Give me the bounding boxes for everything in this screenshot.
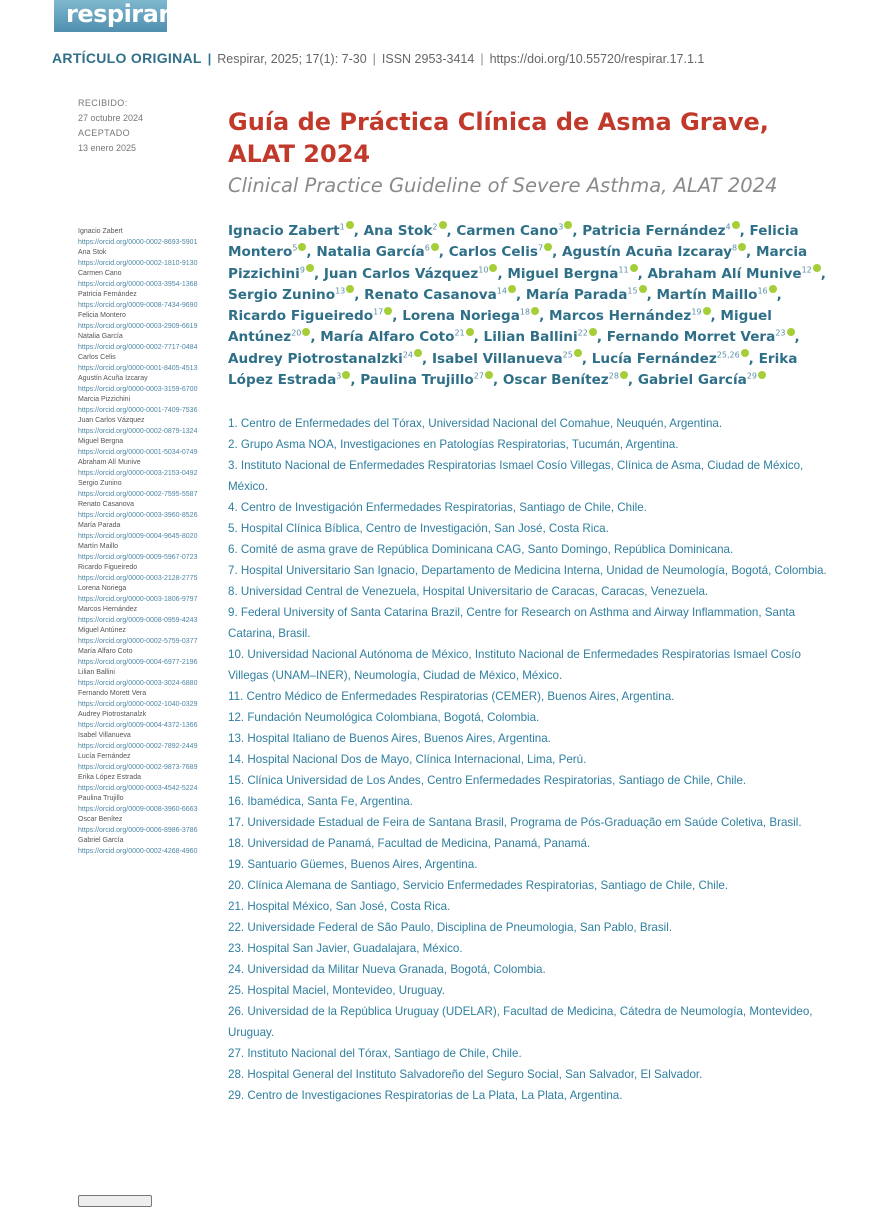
- affiliation-number: 21: [454, 328, 465, 338]
- affiliation-item: 6. Comité de asma grave de República Dominicana CAG, Santo Domingo, República Dominicana.: [228, 543, 734, 556]
- orcid-link[interactable]: https://orcid.org/0000-0002-7892-2449: [78, 742, 198, 750]
- author: [432, 351, 582, 367]
- orcid-link[interactable]: https://orcid.org/0000-0003-2153-0492: [78, 469, 198, 477]
- author-name: Lucía Fernández: [591, 350, 717, 367]
- orcid-icon[interactable]: [574, 349, 582, 357]
- orcid-author-name: Patricia Fernández: [78, 291, 137, 298]
- orcid-author-name: Lilian Ballini: [78, 669, 115, 676]
- author: [316, 244, 438, 260]
- orcid-link[interactable]: https://orcid.org/0009-0004-4372-1366: [78, 721, 198, 729]
- orcid-entry: [78, 773, 208, 794]
- orcid-author-name: Ana Stok: [78, 249, 107, 256]
- orcid-link[interactable]: https://orcid.org/0000-0001-8405-4513: [78, 364, 198, 372]
- author: [364, 223, 447, 239]
- orcid-icon[interactable]: [741, 349, 749, 357]
- orcid-link[interactable]: https://orcid.org/0000-0002-8693-5901: [78, 238, 198, 246]
- orcid-icon[interactable]: [489, 264, 497, 272]
- orcid-author-name: Felicia Montero: [78, 312, 126, 319]
- orcid-author-name: Isabel Villanueva: [78, 732, 131, 739]
- author-name: Felicia Montero: [228, 223, 799, 261]
- orcid-icon[interactable]: [544, 243, 552, 251]
- affiliation-item: 11. Centro Médico de Enfermedades Respiratorias (CEMER), Buenos Aires, Argentina.: [228, 690, 675, 703]
- orcid-entry: [78, 248, 208, 269]
- affiliation-number: 17: [373, 307, 384, 317]
- accepted-label: ACEPTADO: [78, 128, 131, 138]
- affiliation-number: 28: [608, 371, 619, 381]
- author: [456, 223, 572, 239]
- orcid-entry: [78, 563, 208, 584]
- affiliation-item: 22. Universidade Federal de São Paulo, Disciplina de Pneumologia, San Pablo, Brasil.: [228, 921, 673, 934]
- affiliation-item: 13. Hospital Italiano de Buenos Aires, Buenos Aires, Argentina.: [228, 732, 551, 745]
- affiliation-item: 15. Clínica Universidad de Los Andes, Centro Enfermedades Respiratorias, Santiago de Chile, Chile.: [228, 774, 747, 787]
- author-name: Lorena Noriega: [402, 308, 520, 325]
- orcid-entry: [78, 794, 208, 815]
- orcid-entry: [78, 584, 208, 605]
- orcid-icon[interactable]: [630, 264, 638, 272]
- orcid-icon[interactable]: [738, 243, 746, 251]
- orcid-link[interactable]: https://orcid.org/0000-0002-9873-7689: [78, 763, 198, 771]
- author-name: Lilian Ballini: [483, 329, 578, 346]
- affiliation-item: 29. Centro de Investigaciones Respiratorias de La Plata, La Plata, Argentina.: [228, 1089, 623, 1102]
- author: [364, 287, 516, 303]
- orcid-entry: [78, 437, 208, 458]
- author: [228, 351, 422, 367]
- author-name: Ana Stok: [363, 223, 433, 239]
- affiliation-number: 29: [746, 371, 757, 381]
- author: [562, 244, 746, 260]
- orcid-sidebar: [78, 227, 208, 857]
- orcid-icon[interactable]: [485, 371, 493, 379]
- affiliation-item: 4. Centro de Investigación Enfermedades Respiratorias, Santiago de Chile, Chile.: [228, 501, 647, 514]
- author-name: Marcos Hernández: [549, 308, 692, 325]
- orcid-entry: [78, 605, 208, 626]
- affiliation-number: 8: [731, 243, 738, 253]
- orcid-link[interactable]: https://orcid.org/0000-0003-4542-5224: [78, 784, 198, 792]
- author-name: Carmen Cano: [456, 223, 559, 239]
- orcid-author-name: Marcos Hernández: [78, 606, 138, 613]
- orcid-entry: [78, 395, 208, 416]
- orcid-author-name: Oscar Benítez: [78, 816, 123, 823]
- header-separator: |: [480, 52, 484, 66]
- orcid-entry: [78, 521, 208, 542]
- orcid-entry: [78, 353, 208, 374]
- author: [592, 351, 749, 367]
- affiliation-item: 23. Hospital San Javier, Guadalajara, México.: [228, 942, 463, 955]
- orcid-entry: [78, 311, 208, 332]
- orcid-author-name: Miguel Bergna: [78, 438, 124, 445]
- orcid-link[interactable]: https://orcid.org/0000-0003-3960-8526: [78, 511, 198, 519]
- author: [549, 308, 711, 324]
- affiliation-number: 7: [537, 243, 544, 253]
- orcid-link[interactable]: https://orcid.org/0000-0003-3954-1368: [78, 280, 198, 288]
- orcid-entry: [78, 332, 208, 353]
- author-name: Marcia Pizzichini: [228, 244, 808, 282]
- orcid-link[interactable]: https://orcid.org/0000-0003-3024-6880: [78, 679, 198, 687]
- orcid-author-name: Paulina Trujillo: [78, 795, 124, 802]
- citation: Respirar, 2025; 17(1): 7-30: [217, 52, 367, 66]
- affiliation-number: 14: [496, 286, 507, 296]
- orcid-link[interactable]: https://orcid.org/0000-0003-1806-9797: [78, 595, 198, 603]
- orcid-icon[interactable]: [703, 307, 711, 315]
- article-header: [52, 50, 704, 66]
- affiliation-number: 4: [725, 222, 731, 232]
- affiliation-number: 18: [519, 307, 531, 317]
- orcid-entry: [78, 542, 208, 563]
- orcid-icon[interactable]: [732, 221, 740, 229]
- orcid-author-name: Marcia Pizzichini: [78, 396, 131, 403]
- orcid-icon[interactable]: [414, 349, 422, 357]
- author-name: Gabriel García: [637, 372, 747, 389]
- author-name: Oscar Benítez: [502, 372, 609, 389]
- affiliation-number: 10: [478, 265, 489, 275]
- affiliation-number: 22: [577, 328, 588, 338]
- orcid-author-name: Renato Casanova: [78, 501, 135, 508]
- orcid-entry: [78, 374, 208, 395]
- author-name: Carlos Celis: [448, 244, 538, 261]
- author-name: Miguel Antúnez: [228, 308, 772, 346]
- author: [228, 287, 354, 303]
- accepted-date: 13 enero 2025: [78, 143, 137, 153]
- author: [320, 329, 473, 345]
- orcid-icon[interactable]: [346, 285, 354, 293]
- orcid-entry: [78, 290, 208, 311]
- author-name: Paulina Trujillo: [360, 372, 474, 389]
- orcid-entry: [78, 731, 208, 752]
- affiliation-number: 12: [801, 265, 812, 275]
- orcid-link[interactable]: https://orcid.org/0000-0002-1040-0329: [78, 700, 198, 708]
- author-name: Sergio Zunino: [228, 286, 336, 303]
- affiliation-item: 2. Grupo Asma NOA, Investigaciones en Patologías Respiratorias, Tucumán, Argentina.: [228, 438, 679, 451]
- author: [507, 266, 637, 282]
- orcid-link[interactable]: https://orcid.org/0009-0008-0959-4243: [78, 616, 198, 624]
- affiliation-item: 10. Universidad Nacional Autónoma de México, Instituto Nacional de Enfermedades Respiratorias Ismael Cosío Villegas (UNAM–INER), Neumología, Ciudad de México, México.: [228, 648, 801, 682]
- orcid-link[interactable]: https://orcid.org/0000-0002-7595-5587: [78, 490, 198, 498]
- author-name: María Parada: [525, 286, 628, 303]
- orcid-entry: [78, 416, 208, 437]
- affiliation-number: 9: [299, 265, 305, 275]
- affiliation-item: 21. Hospital México, San José, Costa Rica.: [228, 900, 451, 913]
- author-name: Fernando Morret Vera: [606, 329, 776, 346]
- orcid-icon[interactable]: [298, 243, 306, 251]
- orcid-icon[interactable]: [431, 243, 439, 251]
- author-name: Martín Maillo: [656, 286, 758, 303]
- affiliation-item: 9. Federal University of Santa Catarina Brazil, Centre for Research on Asthma and Airway Inflammation, Santa Catarina, Brasil.: [228, 606, 796, 640]
- orcid-author-name: Natalia García: [78, 333, 123, 340]
- article-dates: [78, 96, 143, 156]
- orcid-link[interactable]: https://orcid.org/0000-0001-7409-7536: [78, 406, 198, 414]
- orcid-entry: [78, 752, 208, 773]
- author: [526, 287, 647, 303]
- orcid-link[interactable]: https://orcid.org/0000-0003-3159-6700: [78, 385, 198, 393]
- orcid-author-name: Carlos Celis: [78, 354, 116, 361]
- affiliation-number: 19: [691, 307, 702, 317]
- author: [648, 266, 821, 282]
- author-name: María Alfaro Coto: [320, 329, 455, 346]
- orcid-entry: [78, 479, 208, 500]
- orcid-link[interactable]: https://orcid.org/0009-0006-8986-3786: [78, 826, 198, 834]
- affiliation-number: 6: [424, 243, 430, 253]
- affiliation-number: 23: [775, 328, 786, 338]
- affiliation-item: 3. Instituto Nacional de Enfermedades Respiratorias Ismael Cosío Villegas, Clínica de Asma, Ciudad de México, México.: [228, 459, 804, 493]
- orcid-author-name: Ignacio Zabert: [78, 228, 123, 235]
- orcid-link[interactable]: https://orcid.org/0000-0002-7717-0484: [78, 343, 198, 351]
- affiliation-number: 25,26: [716, 350, 740, 360]
- orcid-author-name: María Parada: [78, 522, 121, 529]
- affiliation-item: 7. Hospital Universitario San Ignacio, Departamento de Medicina Interna, Unidad de Neumología, Bogotá, Colombia.: [228, 564, 827, 577]
- affiliation-number: 5: [292, 243, 298, 253]
- affiliation-number: 20: [291, 328, 302, 338]
- affiliation-item: 27. Instituto Nacional del Tórax, Santiago de Chile, Chile.: [228, 1047, 522, 1060]
- affiliation-item: 26. Universidad de la República Uruguay (UDELAR), Facultad de Medicina, Cátedra de Neumología, Montevideo, Uruguay.: [228, 1005, 813, 1039]
- orcid-icon[interactable]: [813, 264, 821, 272]
- license-badge[interactable]: [78, 1195, 152, 1207]
- affiliation-item: 25. Hospital Maciel, Montevideo, Uruguay.: [228, 984, 445, 997]
- orcid-link[interactable]: https://orcid.org/0000-0003-2909-6619: [78, 322, 198, 330]
- affiliation-item: 28. Hospital General del Instituto Salvadoreño del Seguro Social, San Salvador, El Salvador.: [228, 1068, 703, 1081]
- orcid-icon[interactable]: [531, 307, 539, 315]
- affiliation-item: 18. Universidad de Panamá, Facultad de Medicina, Panamá, Panamá.: [228, 837, 591, 850]
- orcid-icon[interactable]: [620, 371, 628, 379]
- affiliation-number: 2: [432, 222, 438, 232]
- author: [228, 308, 392, 324]
- article-subtitle: Clinical Practice Guideline of Severe Asthma, ALAT 2024: [228, 174, 778, 197]
- orcid-link[interactable]: https://orcid.org/0000-0002-5759-0377: [78, 637, 198, 645]
- orcid-author-name: Fernando Morett Vera: [78, 690, 147, 697]
- author: [360, 372, 493, 388]
- received-label: RECIBIDO:: [78, 98, 128, 108]
- affiliation-list: [228, 413, 828, 1106]
- orcid-author-name: Ricardo Figueiredo: [78, 564, 138, 571]
- author: [638, 372, 766, 388]
- orcid-icon[interactable]: [589, 328, 597, 336]
- orcid-icon[interactable]: [342, 371, 350, 379]
- received-date: 27 octubre 2024: [78, 113, 144, 123]
- header-separator: |: [207, 52, 212, 66]
- affiliation-item: 8. Universidad Central de Venezuela, Hospital Universitario de Caracas, Caracas, Venezuela.: [228, 585, 709, 598]
- orcid-icon[interactable]: [302, 328, 310, 336]
- author: [503, 372, 628, 388]
- orcid-author-name: Erika López Estrada: [78, 774, 142, 781]
- affiliation-number: 25: [562, 350, 573, 360]
- affiliation-item: 12. Fundación Neumológica Colombiana, Bogotá, Colombia.: [228, 711, 540, 724]
- orcid-icon[interactable]: [564, 221, 572, 229]
- orcid-link[interactable]: https://orcid.org/0000-0002-1810-9130: [78, 259, 198, 267]
- orcid-link[interactable]: https://orcid.org/0009-0004-9645-8020: [78, 532, 198, 540]
- author: [228, 223, 354, 239]
- orcid-link[interactable]: https://orcid.org/0000-0003-2128-2775: [78, 574, 198, 582]
- issn: ISSN 2953-3414: [381, 52, 475, 66]
- author: [484, 329, 597, 345]
- orcid-author-name: Lorena Noriega: [78, 585, 127, 592]
- affiliation-number: 3: [336, 371, 342, 381]
- orcid-entry: [78, 227, 208, 248]
- orcid-author-name: Agustín Acuña Izcaray: [78, 375, 148, 382]
- author: [324, 266, 498, 282]
- orcid-icon[interactable]: [769, 285, 777, 293]
- orcid-link[interactable]: https://orcid.org/0009-0009-5967-0723: [78, 553, 198, 561]
- orcid-entry: [78, 710, 208, 731]
- author-name: Ignacio Zabert: [228, 223, 340, 239]
- orcid-entry: [78, 458, 208, 479]
- author-name: Isabel Villanueva: [431, 350, 563, 367]
- orcid-link[interactable]: https://orcid.org/0000-0002-0879-1324: [78, 427, 198, 435]
- affiliation-number: 13: [335, 286, 346, 296]
- orcid-author-name: Lucía Fernández: [78, 753, 131, 760]
- orcid-author-name: Abraham Alí Munive: [78, 459, 141, 466]
- affiliation-number: 16: [757, 286, 768, 296]
- article-title: Guía de Práctica Clínica de Asma Grave, ALAT 2024: [228, 108, 769, 168]
- affiliation-item: 5. Hospital Clínica Bíblica, Centro de Investigación, San José, Costa Rica.: [228, 522, 609, 535]
- journal-logo: respirar: [54, 0, 167, 32]
- author-name: Abraham Alí Munive: [647, 265, 802, 282]
- orcid-entry: [78, 668, 208, 689]
- affiliation-item: 24. Universidad da Militar Nueva Granada, Bogotá, Colombia.: [228, 963, 546, 976]
- author-name: Audrey Piotrostanalzki: [228, 350, 403, 367]
- orcid-entry: [78, 500, 208, 521]
- orcid-icon[interactable]: [466, 328, 474, 336]
- affiliation-number: 3: [558, 222, 564, 232]
- orcid-author-name: Audrey Piotrostanalzk: [78, 711, 147, 718]
- orcid-author-name: María Alfaro Coto: [78, 648, 133, 655]
- orcid-link[interactable]: https://orcid.org/0000-0001-5034-0749: [78, 448, 198, 456]
- orcid-entry: [78, 836, 208, 857]
- orcid-icon[interactable]: [439, 221, 447, 229]
- orcid-author-name: Sergio Zunino: [78, 480, 122, 487]
- orcid-icon[interactable]: [758, 371, 766, 379]
- orcid-author-name: Martín Maillo: [78, 543, 119, 550]
- orcid-entry: [78, 647, 208, 668]
- orcid-author-name: Gabriel García: [78, 837, 124, 844]
- author-name: Agustín Acuña Izcaray: [561, 244, 732, 261]
- affiliation-item: 16. Ibamédica, Santa Fe, Argentina.: [228, 795, 413, 808]
- orcid-link[interactable]: https://orcid.org/0009-0008-3960-6663: [78, 805, 198, 813]
- doi-link[interactable]: https://doi.org/10.55720/respirar.17.1.1: [489, 52, 705, 66]
- orcid-icon[interactable]: [639, 285, 647, 293]
- affiliation-number: 24: [402, 350, 414, 360]
- orcid-entry: [78, 815, 208, 836]
- affiliation-item: 17. Universidade Estadual de Feira de Santana Brasil, Programa de Pós-Graduação em Saúde Coletiva, Brasil.: [228, 816, 802, 829]
- orcid-link[interactable]: https://orcid.org/0000-0002-4268-4960: [78, 847, 198, 855]
- affiliation-item: 14. Hospital Nacional Dos de Mayo, Clínica Internacional, Lima, Perú.: [228, 753, 587, 766]
- author: [607, 329, 795, 345]
- orcid-link[interactable]: https://orcid.org/0009-0004-6977-2196: [78, 658, 198, 666]
- affiliation-number: 1: [339, 222, 345, 232]
- orcid-entry: [78, 626, 208, 647]
- orcid-link[interactable]: https://orcid.org/0009-0008-7434-9690: [78, 301, 198, 309]
- orcid-entry: [78, 689, 208, 710]
- author: [402, 308, 539, 324]
- author-name: Ricardo Figueiredo: [228, 308, 374, 325]
- affiliation-item: 20. Clínica Alemana de Santiago, Servicio Enfermedades Respiratorias, Santiago de Chile, Chile.: [228, 879, 729, 892]
- author-name: Patricia Fernández: [582, 223, 726, 239]
- orcid-icon[interactable]: [787, 328, 795, 336]
- orcid-icon[interactable]: [384, 307, 392, 315]
- affiliation-number: 11: [618, 265, 629, 275]
- author-name: Miguel Bergna: [507, 265, 619, 282]
- affiliation-item: 1. Centro de Enfermedades del Tórax, Universidad Nacional del Comahue, Neuquén, Argentina.: [228, 417, 723, 430]
- orcid-icon[interactable]: [508, 285, 516, 293]
- affiliation-number: 15: [627, 286, 638, 296]
- author-list: Ignacio Zabert$^1$ , Ana Stok$^2$ , Carmen Cano$^3$ , Patricia Fernández$^4$ , Felicia Montero$^5$ , Natalia García$^6$ , Carlos Celis$^7$ , Agustín Acuña Izcaray$^8$ , Marcia Pizzichini$^9$ , Juan Carlos Vázquez$^{10}$ , Miguel Bergna$^{11}$ , Abraham Alí Munive$^{12}$ , Sergio Zunino$^{13}$ , Renato Casanova$^{14}$ , María Parada$^{15}$ , Martín Maillo$^{16}$ , Ricardo Figueiredo$^{17}$ , Lorena Noriega$^{18}$ , Marcos Hernández$^{19}$ , Miguel Antúnez$^{20}$ , María Alfaro Coto$^{21}$ , Lilian Ballini$^{22}$ , Fernando Morret Vera$^{23}$ , Audrey Piotrostanalzki$^{24}$ , Isabel Villanueva$^{25}$ , Lucía Fernández$^{25,26}$ , Erika López Estrada$^3$ , Paulina Trujillo$^{27}$ , Oscar Benítez$^{28}$ , Gabriel García$^{29}$: [228, 222, 826, 389]
- author: [656, 287, 776, 303]
- author-name: Renato Casanova: [364, 286, 497, 303]
- affiliation-item: 19. Santuario Güemes, Buenos Aires, Argentina.: [228, 858, 478, 871]
- author-name: Juan Carlos Vázquez: [323, 265, 479, 282]
- author-name: Natalia García: [316, 244, 425, 261]
- orcid-icon[interactable]: [306, 264, 314, 272]
- orcid-author-name: Miguel Antúnez: [78, 627, 126, 634]
- orcid-entry: [78, 269, 208, 290]
- article-kind: ARTÍCULO ORIGINAL: [52, 50, 202, 66]
- header-separator: |: [372, 52, 376, 66]
- orcid-author-name: Juan Carlos Vázquez: [78, 417, 145, 424]
- orcid-author-name: Carmen Cano: [78, 270, 122, 277]
- author: [582, 223, 739, 239]
- author: [449, 244, 552, 260]
- affiliation-number: 27: [473, 371, 484, 381]
- orcid-icon[interactable]: [346, 221, 354, 229]
- author-name: Erika López Estrada: [228, 350, 798, 389]
